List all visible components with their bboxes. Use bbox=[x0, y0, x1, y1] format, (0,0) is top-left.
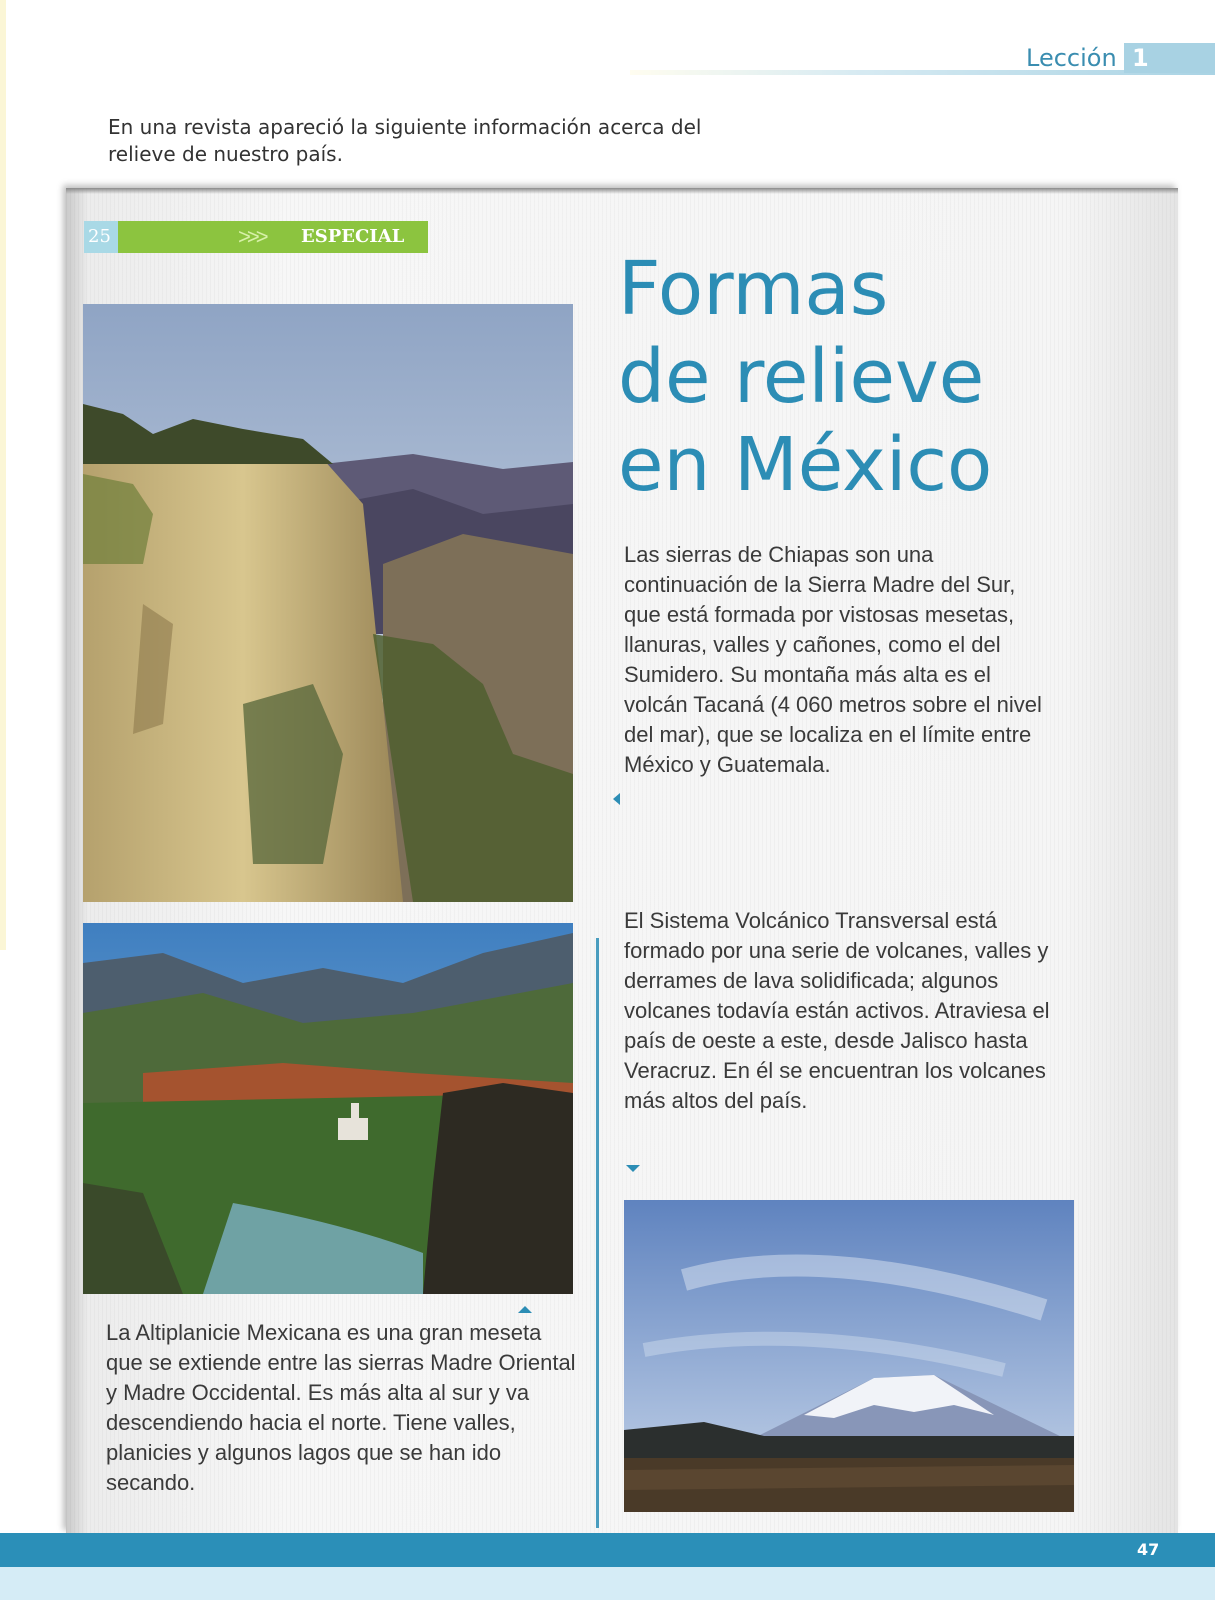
paragraph-altiplanicie: La Altiplanicie Mexicana es una gran meseta que se extiende entre las sierras Madre Oriental y Madre Occidental. Es más alta al sur y va descendiendo hacia el norte. Tiene valles, planicies y algunos lagos que se han ido secando. bbox=[106, 1320, 576, 1495]
paragraph-volcanico: El Sistema Volcánico Transversal está formado por una serie de volcanes, valles y derrames de lava solidificada; algunos volcanes todavía están activos. Atraviesa el país de oeste a este, desde Jalisco hasta Veracruz. En él se encuentran los volcanes más altos del país. bbox=[624, 908, 1050, 1113]
marker-down-icon bbox=[626, 1165, 640, 1172]
section-label: ESPECIAL bbox=[301, 226, 405, 247]
title-line: de relieve bbox=[618, 334, 985, 420]
canyon-photo bbox=[83, 304, 573, 902]
page-shadow bbox=[66, 188, 1178, 194]
valley-photo bbox=[83, 923, 573, 1294]
section-number: 25 bbox=[84, 221, 118, 253]
lesson-number: 1 bbox=[1124, 43, 1215, 73]
marker-left-icon bbox=[613, 793, 620, 805]
marker-up-icon bbox=[518, 1306, 532, 1313]
footer-bar bbox=[0, 1533, 1215, 1567]
column-divider bbox=[596, 938, 599, 1528]
page-number: 47 bbox=[1137, 1540, 1160, 1559]
article-title bbox=[618, 245, 1138, 509]
left-margin-strip bbox=[0, 0, 6, 950]
chevron-icon: >>> bbox=[238, 224, 265, 249]
magazine-page bbox=[66, 188, 1178, 1533]
volcano-photo bbox=[624, 1200, 1074, 1512]
intro-text: En una revista apareció la siguiente información acerca del relieve de nuestro país. bbox=[108, 115, 702, 166]
lesson-label: Lección bbox=[1026, 44, 1117, 72]
title-line: en México bbox=[618, 422, 993, 508]
paragraph-chiapas: Las sierras de Chiapas son una continuación de la Sierra Madre del Sur, que está formada por vistosas mesetas, llanuras, valles y cañones, como el del Sumidero. Su montaña más alta es el volcán Tacaná (4 060 metros sobre el nivel del mar), que se localiza en el límite entre México y Guatemala. bbox=[624, 542, 1042, 777]
title-line: Formas bbox=[618, 246, 889, 332]
footer-base bbox=[0, 1567, 1215, 1600]
